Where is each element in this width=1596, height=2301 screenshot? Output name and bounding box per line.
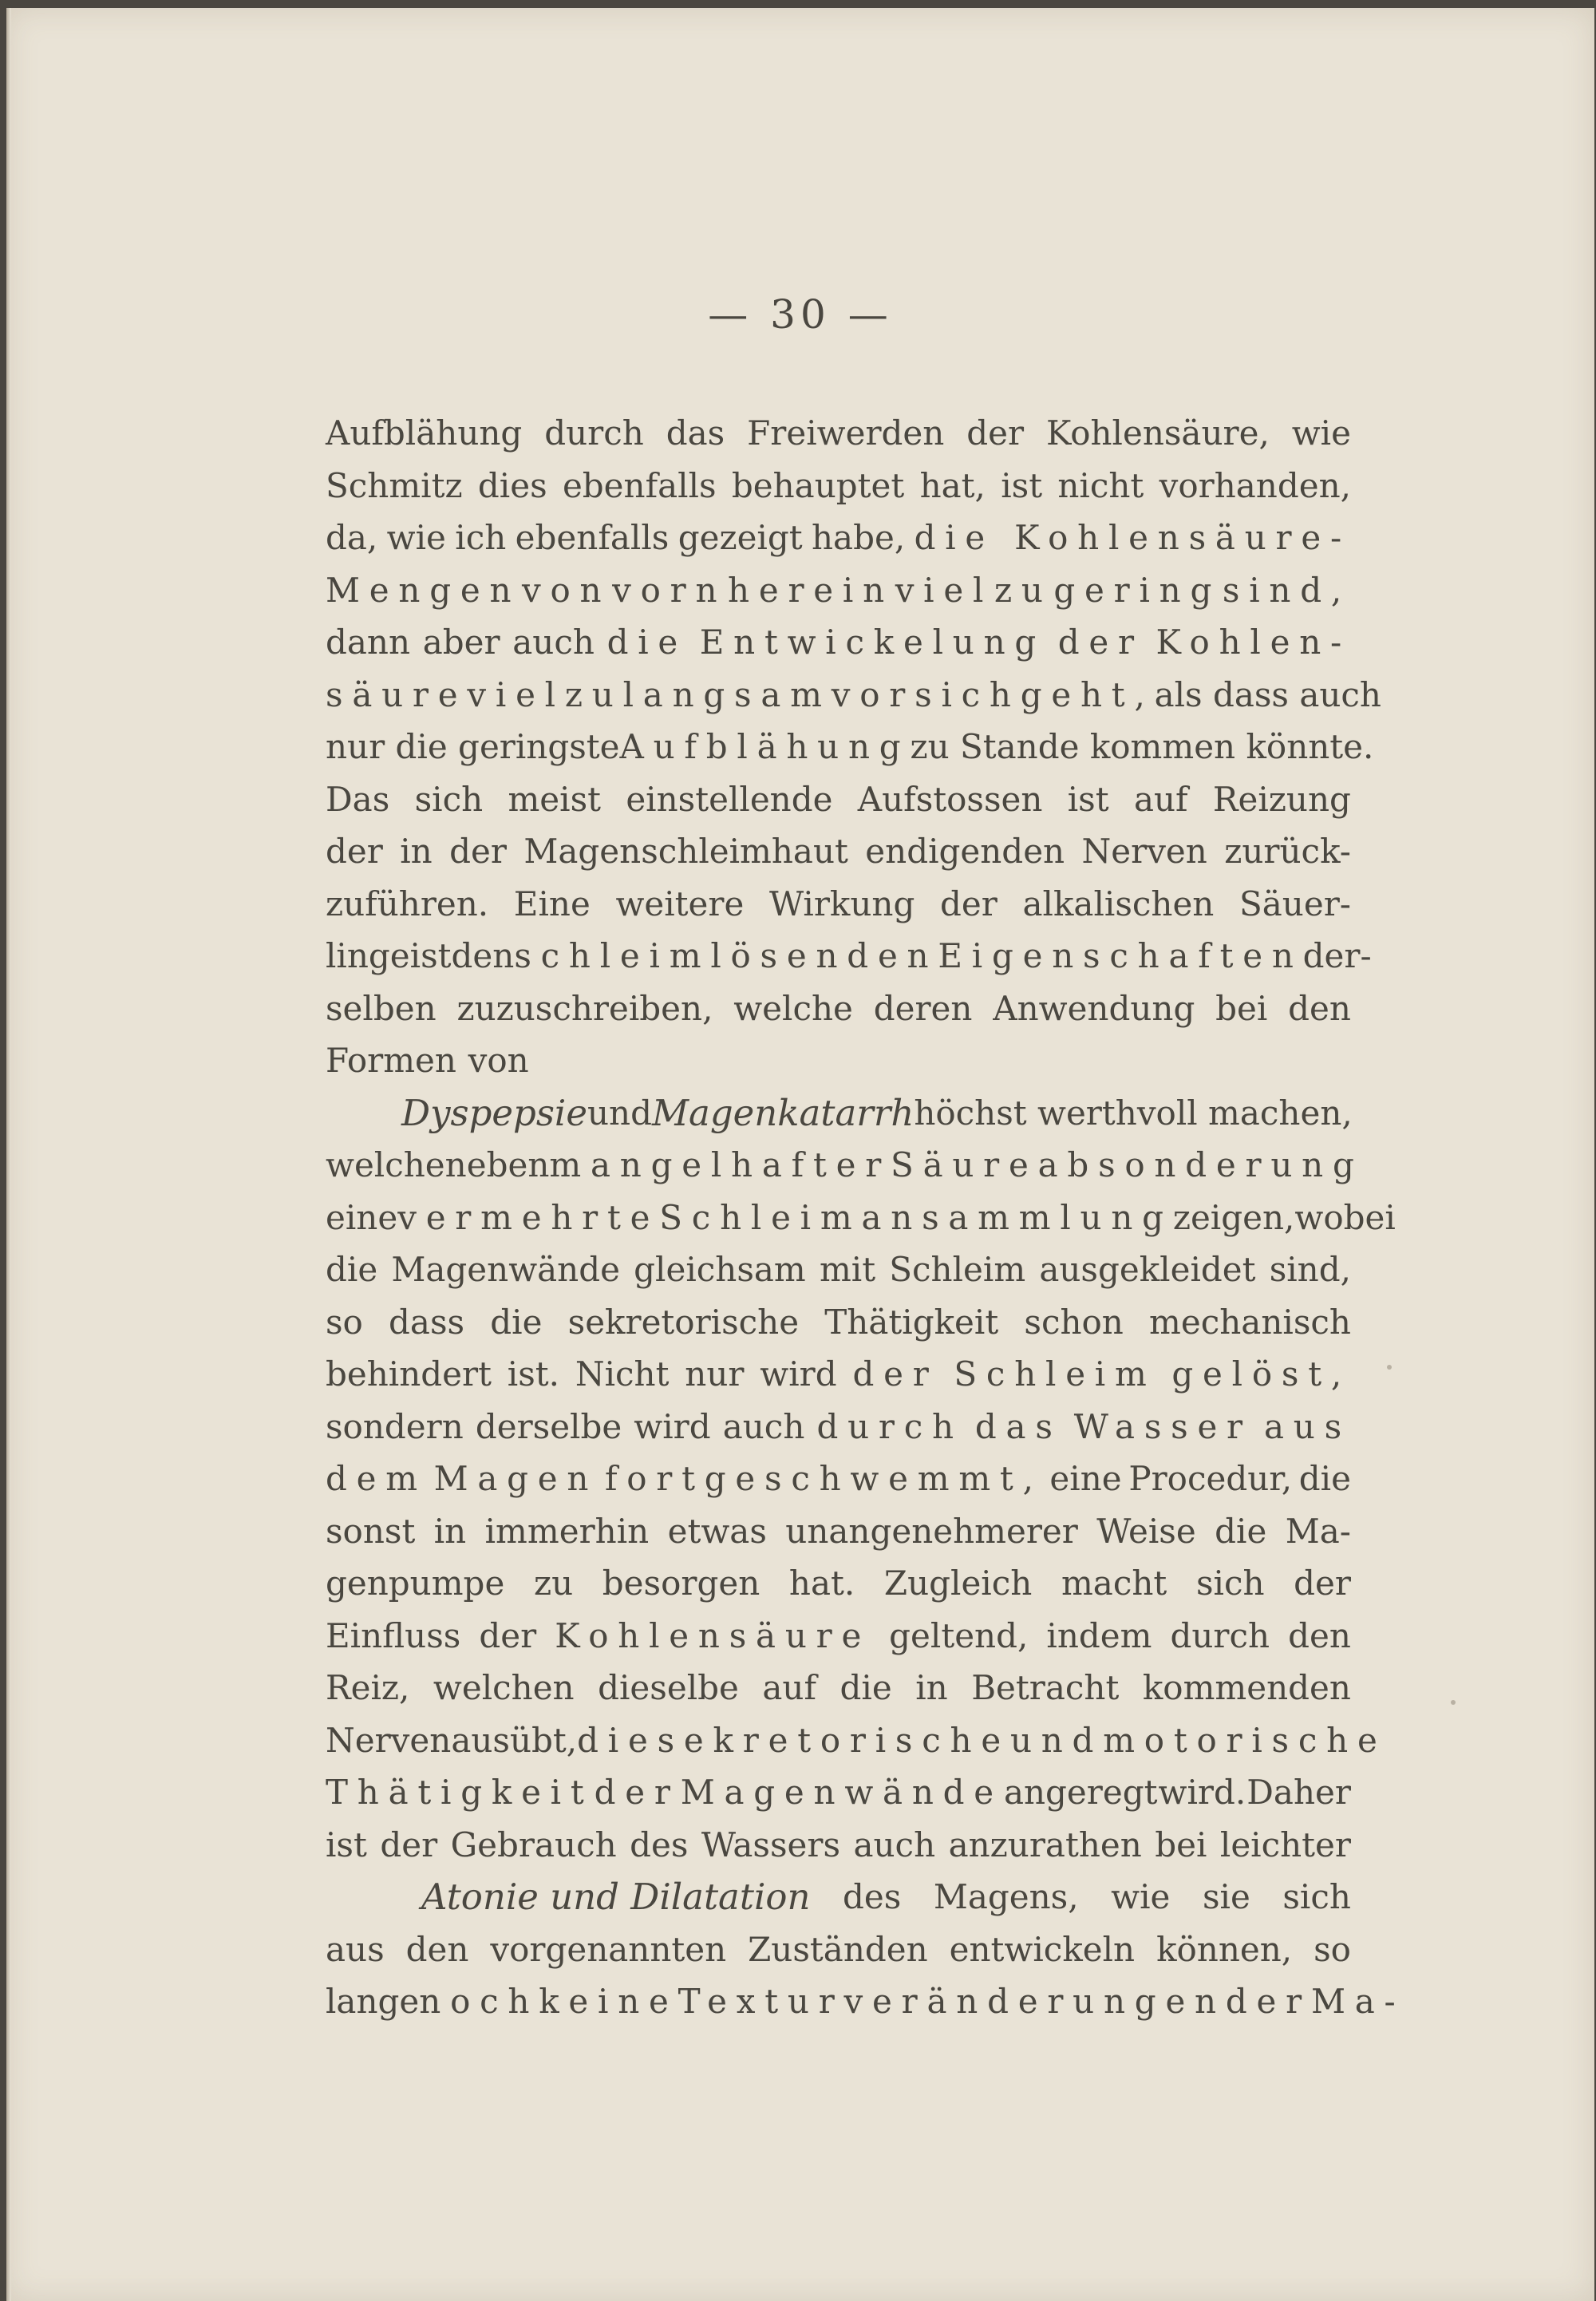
word: der-: [1302, 936, 1372, 975]
word: sind,: [1269, 1250, 1351, 1289]
word: dass: [389, 1302, 465, 1342]
word: vor: [831, 674, 915, 714]
word: das: [666, 413, 725, 453]
word: des: [842, 1877, 902, 1916]
text-line: [326, 825, 1351, 878]
word: auch: [722, 1406, 805, 1446]
word: zurück-: [1224, 832, 1351, 871]
text-line: [326, 616, 1351, 669]
word: wird.: [1158, 1773, 1246, 1812]
word: genpumpe: [326, 1564, 505, 1603]
word: ich: [455, 518, 507, 557]
word: Schleimansammlung: [659, 1197, 1173, 1237]
word: Freiwerden: [747, 413, 945, 453]
word: Aufblähung: [619, 727, 911, 766]
word: Schleim: [954, 1354, 1156, 1394]
word: Weise: [1096, 1511, 1196, 1551]
word: lange: [326, 1982, 420, 2021]
text-line: [326, 930, 1372, 982]
word: der: [1225, 1982, 1311, 2021]
word: können,: [1156, 1929, 1293, 1969]
text-line: [326, 1871, 1351, 1923]
word: wobei: [1294, 1197, 1396, 1237]
word: Zugleich: [883, 1564, 1033, 1603]
word: sich: [1282, 1877, 1351, 1916]
word: sondern: [326, 1406, 464, 1446]
text-line: [326, 564, 1351, 617]
word: vorhanden,: [1159, 465, 1351, 505]
word: sich: [1195, 1564, 1265, 1603]
body-text: [326, 407, 1405, 2028]
word: besorgen: [602, 1564, 760, 1603]
text-line: [326, 1819, 1351, 1872]
word: Säureabsonderung: [891, 1145, 1364, 1184]
word: ausgekleidet: [1039, 1250, 1256, 1289]
word: Wirkung: [768, 884, 915, 923]
word: so: [1314, 1929, 1351, 1969]
word: Wassers: [701, 1825, 840, 1864]
word: wie: [386, 518, 446, 557]
word: Entwickelung: [699, 623, 1046, 662]
word: durch: [1170, 1615, 1270, 1655]
word: zu: [994, 570, 1053, 610]
word: ebenfalls: [562, 465, 717, 505]
text-line: [326, 669, 1381, 722]
word: den: [1288, 988, 1351, 1028]
text-line: [326, 1714, 1387, 1767]
word: Mengen: [326, 570, 521, 610]
word: sie: [1202, 1877, 1250, 1916]
word: Eine: [513, 884, 591, 923]
word: behindert: [326, 1354, 492, 1394]
text-line: [326, 1139, 1364, 1192]
word: da,: [326, 518, 378, 557]
word: dann: [326, 623, 411, 662]
word: Kohlen-: [1156, 623, 1351, 662]
word: des: [630, 1825, 689, 1864]
word: habe,: [812, 518, 906, 557]
word: Einfluss: [326, 1615, 461, 1655]
word: in: [433, 1511, 467, 1551]
text-line: [326, 460, 1351, 512]
word: der: [940, 884, 998, 923]
word: der: [326, 832, 383, 871]
word: der: [1057, 623, 1144, 662]
word: der: [1294, 1564, 1351, 1603]
word: viel: [895, 570, 994, 610]
word: welche: [326, 1145, 445, 1184]
word: nicht: [1057, 465, 1144, 505]
word: Magenkatarrh: [651, 1091, 915, 1134]
word: Gebrauch: [450, 1825, 617, 1864]
word: Texturveränderungen: [678, 1982, 1226, 2021]
word: ausübt,: [451, 1720, 578, 1760]
word: ebenfalls: [515, 518, 670, 557]
word: Reizung: [1212, 779, 1351, 819]
word: motorische: [1103, 1720, 1387, 1760]
word: zu: [533, 1564, 574, 1603]
word: zu Stande kommen könnte.: [910, 727, 1374, 766]
word: der: [852, 1354, 938, 1394]
word: vermehrte: [397, 1197, 660, 1237]
word: sich: [915, 674, 1021, 714]
word: Nicht: [575, 1354, 670, 1394]
word: nur: [685, 1354, 745, 1394]
word: zuführen.: [326, 884, 489, 923]
word: fortgeschwemmt,: [604, 1459, 1043, 1498]
word: langsam: [622, 674, 832, 714]
word: entwickeln: [949, 1929, 1136, 1969]
word: indem: [1046, 1615, 1152, 1655]
word: zuzuschreiben,: [456, 988, 713, 1028]
word: das: [974, 1406, 1062, 1446]
text-line: [326, 1348, 1351, 1401]
word: einstellende: [626, 779, 833, 819]
word: sekretorische: [657, 1720, 1010, 1760]
word: geltend,: [889, 1615, 1029, 1655]
word: kommenden: [1142, 1668, 1351, 1707]
word: schon: [1024, 1302, 1124, 1342]
word: durch: [544, 413, 644, 453]
word: den: [451, 936, 515, 975]
word: wie: [1291, 413, 1351, 453]
word: auf: [1133, 779, 1188, 819]
word: sich: [414, 779, 484, 819]
word: deren: [873, 988, 973, 1028]
text-line: [326, 1557, 1351, 1610]
word: säure: [326, 674, 468, 714]
word: gezeigt: [678, 518, 803, 557]
text-line: [326, 1610, 1351, 1662]
word: von: [468, 1041, 529, 1080]
text-line: [326, 878, 1351, 931]
word: mechanisch: [1149, 1302, 1351, 1342]
word: weitere: [615, 884, 745, 923]
text-line: [326, 1453, 1351, 1505]
word: der: [449, 832, 507, 871]
word: aus: [326, 1929, 385, 1969]
word: dies: [477, 465, 547, 505]
word: neben: [444, 1145, 550, 1184]
word: wird: [760, 1354, 837, 1394]
word: derselbe: [475, 1406, 622, 1446]
word: der: [380, 1825, 438, 1864]
word: so: [326, 1302, 363, 1342]
word: endigenden: [865, 832, 1065, 871]
word: etwas: [667, 1511, 767, 1551]
paper-speck: [1451, 1700, 1456, 1705]
word: Dyspepsie: [401, 1091, 587, 1134]
word: Atonie und Dilatation: [421, 1876, 811, 1918]
word: die: [606, 623, 688, 662]
word: noch: [419, 1982, 539, 2021]
word: in: [915, 1668, 948, 1707]
word: Nerven: [326, 1720, 452, 1760]
word: den: [1288, 1615, 1351, 1655]
word: Nerven: [1081, 832, 1207, 871]
text-line: [326, 1662, 1351, 1714]
word: Ma-: [1285, 1511, 1351, 1551]
word: Ma-: [1310, 1982, 1405, 2021]
word: vorgenannten: [490, 1929, 727, 1969]
word: bei: [1155, 1825, 1207, 1864]
word: Thätigkeit: [326, 1773, 594, 1812]
word: macht: [1061, 1564, 1167, 1603]
word: Kohlensäure: [555, 1615, 871, 1655]
word: leichter: [1219, 1825, 1351, 1864]
word: und: [1009, 1720, 1104, 1760]
word: der: [966, 413, 1025, 453]
word: höchst werthvoll machen,: [914, 1093, 1353, 1133]
word: gleichsam: [634, 1250, 806, 1289]
word: die: [577, 1720, 658, 1760]
word: Aufstossen: [857, 779, 1043, 819]
text-line: [326, 1087, 1351, 1140]
word: wie: [1111, 1877, 1171, 1916]
word: Formen: [326, 1041, 456, 1080]
word: eine: [326, 1197, 398, 1237]
word: als dass auch: [1154, 674, 1381, 714]
word: dem: [326, 1459, 427, 1498]
word: sind,: [1222, 570, 1351, 610]
word: Zuständen: [748, 1929, 928, 1969]
word: Säuer-: [1238, 884, 1351, 923]
word: Das: [326, 779, 390, 819]
word: Anwendung: [993, 988, 1195, 1028]
word: welche: [733, 988, 853, 1028]
text-line: [326, 773, 1351, 826]
word: gelöst,: [1171, 1354, 1351, 1394]
word: und: [587, 1093, 652, 1133]
word: Betracht: [971, 1668, 1120, 1707]
word: Schleim: [889, 1250, 1026, 1289]
word: herein: [728, 570, 894, 610]
word: die Kohlensäure-: [914, 518, 1351, 557]
word: ist: [326, 1825, 367, 1864]
word: angeregt: [1003, 1773, 1158, 1812]
word: welchen: [433, 1668, 575, 1707]
word: ist: [1067, 779, 1109, 819]
word: der: [479, 1615, 537, 1655]
text-line: [326, 1296, 1351, 1349]
word: mangelhafter: [549, 1145, 891, 1184]
word: auf: [762, 1668, 817, 1707]
text-line: [326, 982, 1351, 1035]
word: Magens,: [933, 1877, 1079, 1916]
word: eine: [1049, 1459, 1122, 1498]
word: Wasser: [1073, 1406, 1252, 1446]
word: dieselbe: [598, 1668, 739, 1707]
word: von: [522, 570, 611, 610]
word: den: [405, 1929, 469, 1969]
word: linge: [326, 936, 410, 975]
text-line: [326, 1243, 1351, 1296]
book-page: [6, 8, 1594, 2301]
word: gering: [1053, 570, 1222, 610]
word: unangenehmerer: [785, 1511, 1078, 1551]
word: der: [594, 1773, 680, 1812]
word: schleimlösenden: [514, 936, 938, 975]
word: sonst: [326, 1511, 416, 1551]
text-line: [326, 1505, 1351, 1558]
word: immerhin: [484, 1511, 650, 1551]
word: Kohlensäure,: [1045, 413, 1270, 453]
word: Magenwände: [391, 1250, 620, 1289]
word: mit: [819, 1250, 876, 1289]
word: ist.: [507, 1354, 560, 1394]
word: Magenschleimhaut: [523, 832, 848, 871]
word: die: [326, 1250, 378, 1289]
text-line: [326, 1401, 1351, 1453]
text-line: [326, 407, 1351, 460]
word: viel: [467, 674, 565, 714]
word: wird: [634, 1406, 711, 1446]
word: aus: [1263, 1406, 1351, 1446]
text-line: [326, 1034, 1351, 1087]
word: die: [490, 1302, 543, 1342]
word: auch: [853, 1825, 936, 1864]
word: Magen: [433, 1459, 598, 1498]
word: durch: [816, 1406, 963, 1446]
word: selben: [326, 988, 437, 1028]
word: in: [400, 832, 433, 871]
word: Schmitz: [326, 465, 463, 505]
word: behauptet: [731, 465, 905, 505]
word: die: [839, 1668, 892, 1707]
text-line: [326, 1975, 1405, 2028]
word: geht,: [1020, 674, 1155, 714]
word: zu: [564, 674, 623, 714]
word: ist: [409, 936, 452, 975]
word: ist: [1001, 465, 1043, 505]
word: anzurathen: [948, 1825, 1142, 1864]
word: bei: [1215, 988, 1268, 1028]
word: nur die geringste: [326, 727, 620, 766]
word: Procedur,: [1128, 1459, 1293, 1498]
word: vorn: [612, 570, 727, 610]
word: zeigen,: [1172, 1197, 1295, 1237]
word: hat.: [788, 1564, 855, 1603]
word: Reiz,: [326, 1668, 410, 1707]
paper-speck: [1387, 1365, 1392, 1370]
word: hat,: [919, 465, 986, 505]
word: Daher: [1246, 1773, 1351, 1812]
word: Aufblähung: [326, 413, 523, 453]
word: meist: [508, 779, 602, 819]
word: die: [1298, 1459, 1351, 1498]
text-line: [326, 721, 1374, 773]
word: Eigenschaften: [938, 936, 1303, 975]
word: Magenwände: [680, 1773, 1003, 1812]
text-line: [326, 1923, 1351, 1976]
word: aber: [422, 623, 500, 662]
text-line: [326, 1766, 1351, 1819]
page-number: — 30 —: [708, 291, 893, 338]
text-line: [326, 1192, 1396, 1244]
text-line: [326, 512, 1351, 564]
word: auch: [512, 623, 595, 662]
word: die: [1215, 1511, 1267, 1551]
word: alkalischen: [1022, 884, 1215, 923]
word: keine: [539, 1982, 678, 2021]
word: Thätigkeit: [824, 1302, 999, 1342]
word: sekretorische: [567, 1302, 800, 1342]
